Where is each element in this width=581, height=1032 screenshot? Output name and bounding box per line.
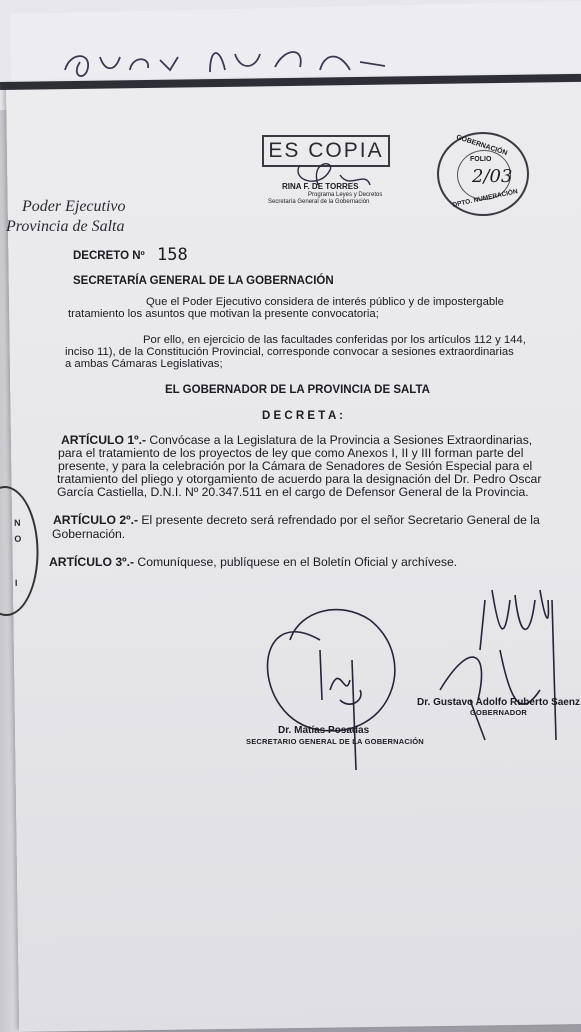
- secretary-name: Dr. Matías Posadas: [278, 725, 370, 736]
- article-2-line: Gobernación.: [52, 527, 126, 541]
- decree-label: DECRETO Nº: [73, 250, 145, 262]
- letterhead-line-2: Provincia de Salta: [6, 218, 125, 235]
- copy-stamp-line-3: Secretaría General de la Gobernación: [268, 199, 370, 205]
- folio-stamp-number: 2/03: [472, 166, 513, 187]
- article-2-line: El presente decreto será refrendado por el señor Secretario General de la: [138, 513, 540, 527]
- folio-stamp-top: GOBERNACIÓN: [455, 133, 509, 158]
- decree-secretariat: SECRETARÍA GENERAL DE LA GOBERNACIÓN: [73, 275, 334, 287]
- secretary-role: SECRETARIO GENERAL DE LA GOBERNACIÓN: [246, 737, 424, 746]
- left-seal-letter: N: [14, 517, 21, 528]
- para2-line: Por ello, en ejercicio de las facultades conferidas por los artículos 112 y 144,: [143, 334, 526, 346]
- copy-stamp-name: RINA F. DE TORRES: [282, 182, 359, 191]
- governor-heading: EL GOBERNADOR DE LA PROVINCIA DE SALTA: [165, 384, 430, 396]
- secretary-signature-stroke: [320, 650, 361, 770]
- article-1-line: García Castiella, D.N.I. Nº 20.347.511 en el cargo de Defensor General de la Provincia.: [57, 485, 529, 499]
- copy-stamp-label: ES COPIA: [268, 139, 384, 162]
- para1-line: Que el Poder Ejecutivo considera de interés público y de impostergable: [146, 296, 504, 308]
- folio-stamp-bottom: DPTO. NUMERACIÓN: [451, 188, 519, 209]
- governor-role: GOBERNADOR: [470, 708, 528, 717]
- secretary-signature-stroke: [268, 610, 395, 731]
- article-3-label: ARTÍCULO 3º.-: [49, 555, 135, 569]
- left-seal-letter: O: [14, 533, 22, 544]
- article-2-label: ARTÍCULO 2º.-: [53, 513, 139, 527]
- article-3-text: Comuníquese, publíquese en el Boletín Oficial y archívese.: [134, 555, 458, 569]
- copy-stamp-signature-stroke: [298, 164, 370, 185]
- letterhead-line-1: Poder Ejecutivo: [22, 198, 126, 215]
- article-1-line: presente, y para la celebración por la Cámara de Senadores de Sesión Especial para el: [58, 459, 533, 473]
- para2-line: a ambas Cámaras Legislativas;: [65, 358, 223, 370]
- article-1-line: para el tratamiento de los proyectos de ley que como Anexos I, II y III forman parte del: [58, 446, 524, 460]
- para2-line: inciso 11), de la Constitución Provincial, corresponde convocar a sesiones extraordinarias: [65, 346, 514, 358]
- decree-number: 158: [157, 245, 188, 265]
- article-1-line: tratamiento del pliego y otorgamiento de acuerdo para la designación del Dr. Pedro Oscar: [57, 472, 542, 486]
- decreta-heading: D E C R E T A :: [262, 410, 343, 422]
- folio-stamp-label: FOLIO: [470, 156, 492, 163]
- governor-signature-stroke: [480, 590, 548, 650]
- article-1-label: ARTÍCULO 1º.-: [61, 433, 147, 447]
- left-seal-letter: I: [14, 577, 18, 588]
- article-1-line: Convócase a la Legislatura de la Provincia a Sesiones Extraordinarias,: [146, 433, 533, 447]
- copy-stamp-line-2: Programa Leyes y Decretos: [308, 192, 383, 198]
- para1-line: tratamiento los asuntos que motivan la presente convocatoria;: [68, 308, 379, 320]
- governor-name: Dr. Gustavo Adolfo Ruberto Saenz: [417, 697, 580, 708]
